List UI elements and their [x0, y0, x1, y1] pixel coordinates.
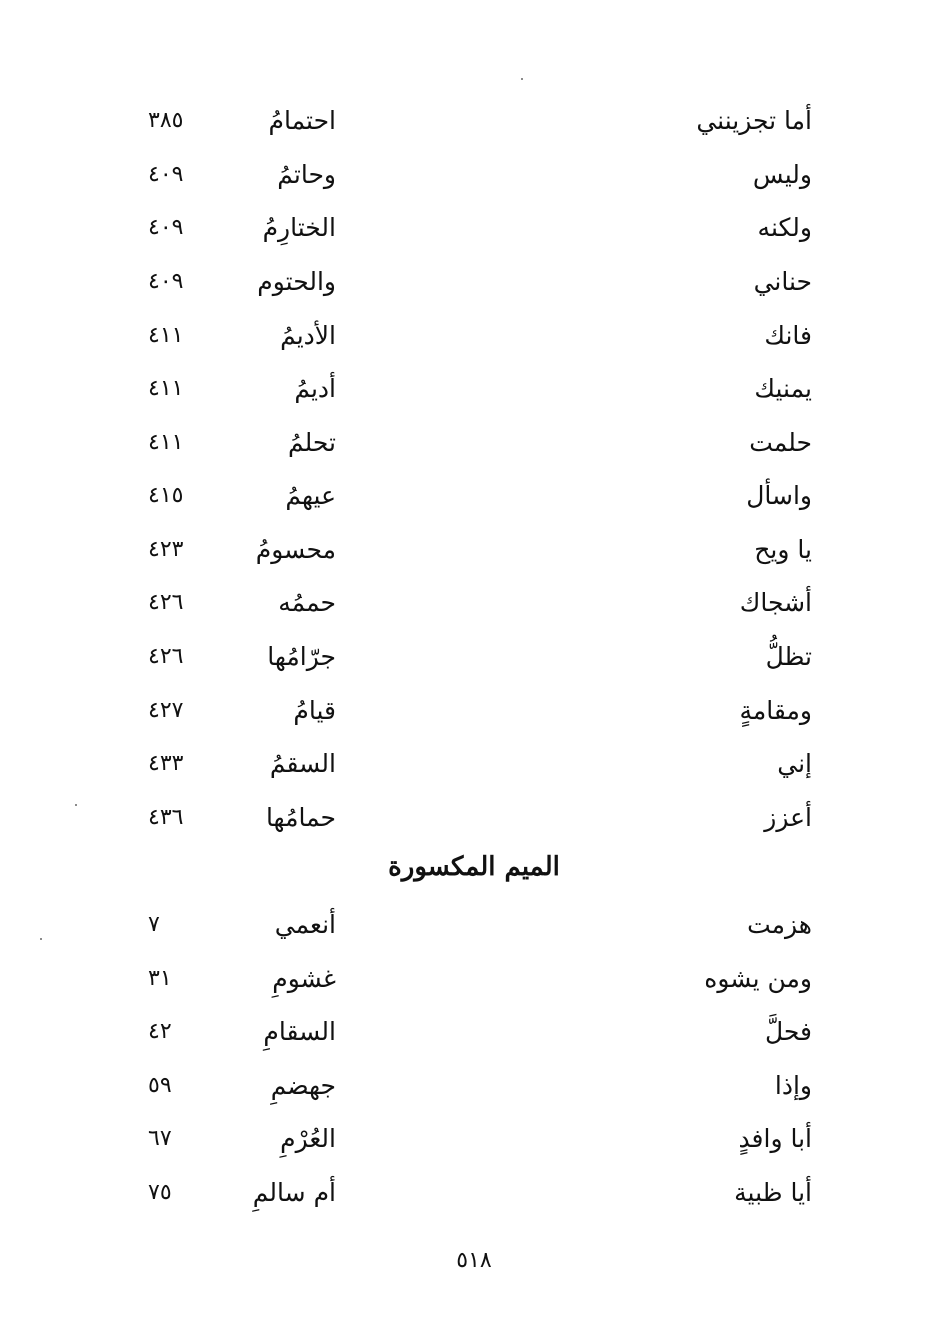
first-word: حناني — [753, 267, 812, 296]
rhyme-word: أنعمي — [274, 910, 336, 939]
page-reference: ٧ — [148, 912, 160, 937]
first-word: أبا وافدٍ — [738, 1124, 812, 1153]
first-word: ومن يشوه — [704, 964, 812, 993]
page-reference: ٤٠٩ — [148, 215, 184, 240]
rhyme-word: أم سالمِ — [252, 1178, 336, 1207]
first-word: واسأل — [746, 481, 812, 510]
rhyme-word: السقامِ — [263, 1017, 336, 1046]
first-word: تظلُّ — [765, 642, 812, 671]
rhyme-word: حممُه — [278, 588, 336, 617]
page-number: ٥١٨ — [456, 1248, 492, 1273]
page-reference: ٤٢٦ — [148, 590, 184, 615]
first-word: وإذا — [774, 1071, 812, 1100]
index-row — [0, 690, 948, 744]
page-reference: ٣١ — [148, 966, 172, 991]
index-row — [0, 958, 948, 1012]
first-word: فحلَّ — [764, 1017, 812, 1046]
index-row — [0, 1011, 948, 1065]
page-reference: ٦٧ — [148, 1126, 172, 1151]
first-word: حلمت — [749, 428, 812, 457]
rhyme-word: والحتوم — [257, 267, 336, 296]
first-word: ومقامةٍ — [739, 696, 812, 725]
first-word: إني — [777, 749, 812, 778]
page-reference: ٤٢٣ — [148, 537, 184, 562]
rhyme-word: تحلمُ — [287, 428, 336, 457]
index-row — [0, 529, 948, 583]
page-reference: ٤٢٦ — [148, 644, 184, 669]
rhyme-word: حمامُها — [265, 803, 336, 832]
page-reference: ٥٩ — [148, 1073, 172, 1098]
page-reference: ٤٢٧ — [148, 698, 184, 723]
index-row — [0, 797, 948, 851]
rhyme-word: الأديمُ — [280, 321, 336, 350]
rhyme-word: محسومُ — [255, 535, 336, 564]
page-reference: ٤٣٦ — [148, 805, 184, 830]
scan-speck — [521, 78, 523, 80]
index-row — [0, 582, 948, 636]
first-word: هزمت — [747, 910, 812, 939]
rhyme-word: الختارِمُ — [262, 213, 336, 242]
rhyme-word: وحاتمُ — [277, 160, 336, 189]
rhyme-word: السقمُ — [269, 749, 336, 778]
first-word: أيا ظبية — [734, 1178, 812, 1207]
index-row — [0, 315, 948, 369]
index-row — [0, 100, 948, 154]
page-reference: ٣٨٥ — [148, 108, 184, 133]
section-heading: الميم المكسورة — [388, 852, 560, 882]
index-row — [0, 636, 948, 690]
page-reference: ٤٣٣ — [148, 751, 184, 776]
rhyme-word: غشومِ — [272, 964, 336, 993]
rhyme-word: جهضمِ — [270, 1071, 336, 1100]
index-row — [0, 1065, 948, 1119]
first-word: ولكنه — [757, 213, 812, 242]
index-row — [0, 1118, 948, 1172]
first-word: أما تجزينني — [696, 106, 812, 135]
index-row — [0, 1172, 948, 1226]
rhyme-word: أديمُ — [294, 374, 336, 403]
first-word: أشجاك — [739, 588, 812, 617]
index-row — [0, 904, 948, 958]
scan-speck — [40, 938, 42, 940]
page-reference: ٧٥ — [148, 1180, 172, 1205]
page-reference: ٤٠٩ — [148, 162, 184, 187]
rhyme-word: احتمامُ — [268, 106, 336, 135]
rhyme-word: جرّامُها — [267, 642, 336, 671]
rhyme-word: قيامُ — [293, 696, 336, 725]
first-word: وليس — [752, 160, 812, 189]
page-reference: ٤١١ — [148, 323, 184, 348]
page-reference: ٤٢ — [148, 1019, 172, 1044]
page-reference: ٤١٥ — [148, 483, 184, 508]
index-row — [0, 743, 948, 797]
rhyme-word: العُرْمِ — [280, 1124, 336, 1153]
first-word: فانك — [764, 321, 812, 350]
index-row — [0, 368, 948, 422]
page-reference: ٤١١ — [148, 430, 184, 455]
index-row — [0, 422, 948, 476]
index-row — [0, 261, 948, 315]
scan-speck — [75, 804, 77, 806]
index-row — [0, 207, 948, 261]
first-word: أعزز — [764, 803, 812, 832]
page-reference: ٤٠٩ — [148, 269, 184, 294]
first-word: يا ويح — [754, 535, 812, 564]
page-reference: ٤١١ — [148, 376, 184, 401]
first-word: يمنيك — [754, 374, 812, 403]
index-row — [0, 154, 948, 208]
index-row — [0, 475, 948, 529]
rhyme-word: عيهمُ — [285, 481, 336, 510]
